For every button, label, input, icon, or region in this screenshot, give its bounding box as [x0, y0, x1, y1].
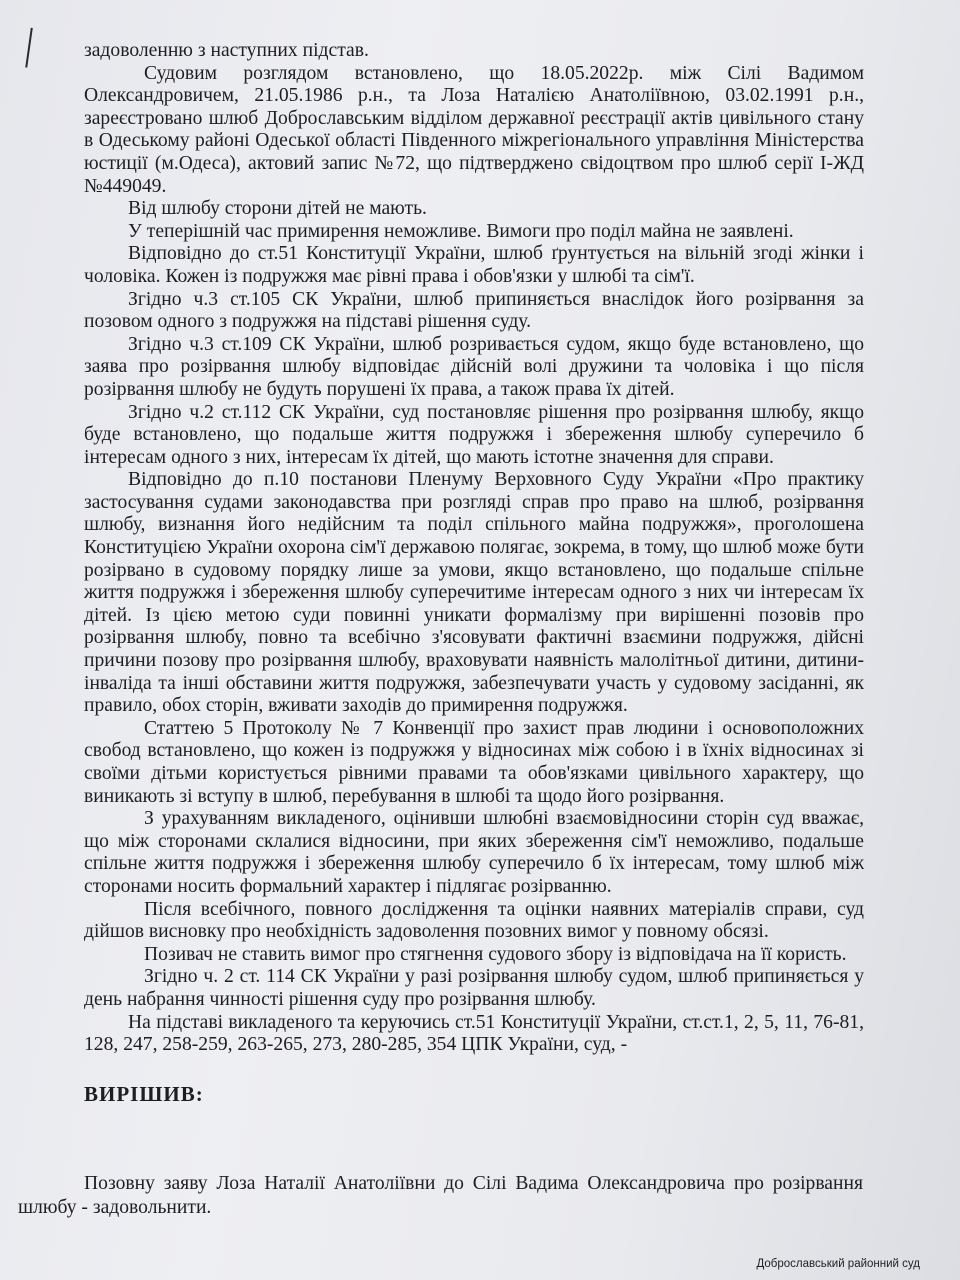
paragraph-3: Від шлюбу сторони дітей не мають. [128, 198, 427, 220]
paragraph-7: Згідно ч.3 ст.109 СК України, шлюб розривається судом, якщо буде встановлено, що заява про розірвання шлюбу відповідає дійсній волі дружини та чоловіка і що після розірвання шлюбу не будуть порушені їх права, а також права їх дітей. [84, 333, 864, 400]
paragraph-2: Судовим розглядом встановлено, що 18.05.2022р. між Сілі Вадимом Олександровичем, 21.05.1986 р.н., та Лоза Наталією Анатоліївною, 03.02.1991 р.н., зареєстровано шлюб Доброславським відділом державної реєстрації актів цивільного стану в Одеському районі Одеської області Південного міжрегіонального управління Міністерства юстиції (м.Одеса), актовий запис №72, що підтверджено свідоцтвом про шлюб серії І-ЖД №449049. [84, 62, 864, 197]
paragraph-10: Статтею 5 Протоколу № 7 Конвенції про захист прав людини і основоположних свобод встановлено, що кожен із подружжя у відносинах між собою і в їхніх відносинах зі своїми дітьми користується рівними правами та обов'язками цивільного характеру, що виникають зі вступу в шлюб, перебування в шлюбі та щодо його розірвання. [84, 717, 864, 807]
paragraph-14: Згідно ч. 2 ст. 114 СК України у разі розірвання шлюбу судом, шлюб припиняється у день набрання чинності рішення суду про розірвання шлюбу. [84, 966, 864, 1010]
paragraph-1: задоволенню з наступних підстав. [84, 40, 369, 61]
paragraph-15: На підставі викладеного та керуючись ст.51 Конституції України, ст.ст.1, 2, 5, 11, 76-81, 128, 247, 258-259, 263-265, 273, 280-285, 354 ЦПК України, суд, - [84, 1011, 864, 1056]
paragraph-4: У теперішній час примирення неможливе. Вимоги про поділ майна не заявлені. [128, 220, 794, 242]
paragraph-12: Після всебічного, повного дослідження та оцінки наявних матеріалів справи, суд дійшов висновку про необхідність задоволення позовних вимог у повному обсязі. [84, 898, 864, 943]
resolution-text: Позовну заяву Лоза Наталії Анатоліївни до Сілі Вадима Олександровича про розірвання шлюбу - задовольнити. [18, 1172, 863, 1218]
paragraph-8: Згідно ч.2 ст.112 СК України, суд постановляє рішення про розірвання шлюбу, якщо буде встановлено, що подальше життя подружжя і збереження шлюбу суперечило б інтересам одного з них, інтересам їх дітей, що мають істотне значення для справи. [84, 401, 864, 468]
court-stamp: Доброславський районний суд [756, 1258, 920, 1270]
document-body [84, 40, 864, 1119]
decision-heading: ВИРІШИВ: [84, 1081, 204, 1106]
paragraph-9: Відповідно до п.10 постанови Пленуму Верховного Суду України «Про практику застосування судами законодавства при розгляді справ про право на шлюб, розірвання шлюбу, визнання його недійсним та поділ спільного майна подружжя», проголошена Конституцією України охорона сім'ї державою полягає, зокрема, в тому, що шлюб може бути розірвано в судовому порядку лише за умови, якщо встановлено, що подальше спільне життя подружжя і збереження шлюбу суперечитиме інтересам одного з них чи інтересам їх дітей. Із цією метою суди повинні уникати формалізму при вирішенні позовів про розірвання шлюбу, повно та всебічно з'ясовувати фактичні взаємини подружжя, дійсні причини позову про розірвання шлюбу, враховувати наявність малолітньої дитини, дитини-інваліда та інші обставини життя подружжя, забезпечувати участь у судовому засіданні, як правило, обох сторін, вживати заходів до примирення подружжя. [84, 469, 864, 717]
paragraph-6: Згідно ч.3 ст.105 СК України, шлюб припиняється внаслідок його розірвання за позовом одного з подружжя на підставі рішення суду. [84, 288, 864, 333]
paragraph-13: Позивач не ставить вимог про стягнення судового збору із відповідача на її користь. [144, 943, 847, 965]
paragraph-11: З урахуванням викладеного, оцінивши шлюбні взаємовідносини сторін суд вважає, що між сторонами склалися відносини, при яких збереження сім'ї неможливо, подальше спільне життя подружжя і збереження шлюбу суперечило б їх інтересам, тому шлюб між сторонами носить формальний характер і підлягає розірванню. [84, 808, 864, 897]
paragraph-5: Відповідно до ст.51 Конституції України, шлюб ґрунтується на вільній згоді жінки і чоловіка. Кожен із подружжя має рівні права і обов'язки у шлюбі та сім'ї. [84, 243, 864, 287]
pen-mark [25, 28, 37, 68]
